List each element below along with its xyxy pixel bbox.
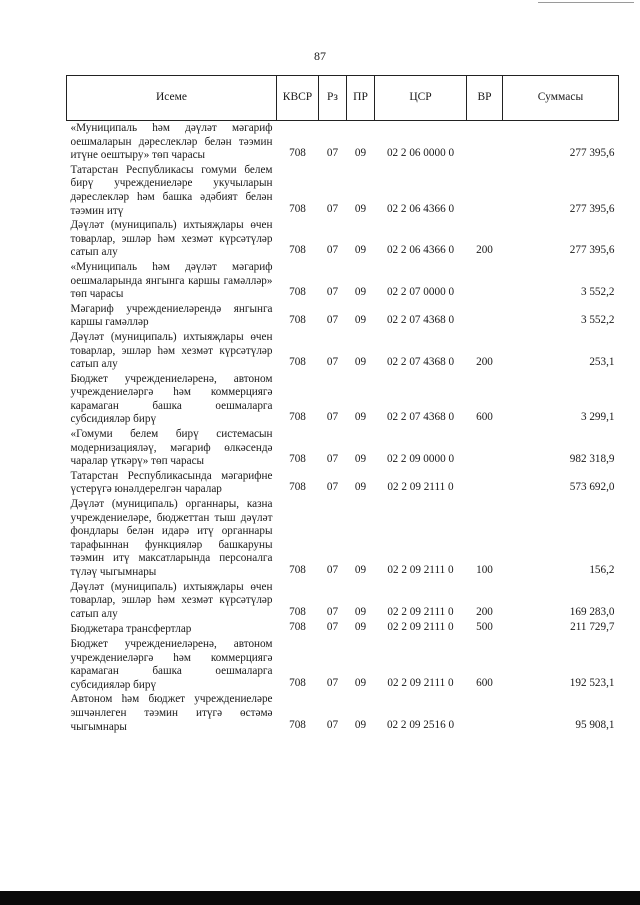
row-pr: 09 [354,202,367,215]
table-row [67,497,619,580]
row-sum: 982 318,9 [569,453,615,466]
row-name: Дәүләт (муниципаль) органнары, казна учреждениеләре, бюджеттан тыш дәүләт фондлары белән идарә итү органнары тарафыннан функцияләр башкаруны тәэмин итү максатларында персоналга түләү чыгымнары [70,498,273,578]
row-sum: 277 395,6 [569,202,615,215]
row-name: «Муниципаль һәм дәүләт мәгариф оешмаларында янгынга каршы гамәлләр» төп чарасы [70,260,273,301]
header-csr: ЦСР [375,76,467,121]
row-csr: 02 2 09 0000 0 [386,453,455,466]
header-sum: Суммасы [503,76,619,121]
row-name: Дәүләт (муниципаль) ихтыяҗлары өчен товарлар, эшләр һәм хезмәт күрсәтүләр сатып алу [70,580,273,620]
table-row [67,330,619,372]
row-sum: 3 299,1 [580,411,615,424]
row-kvsr: 708 [289,411,306,424]
row-name: Мәгариф учреждениеләрендә янгынга каршы гамәлләр [70,302,273,329]
row-csr: 02 2 07 4368 0 [386,314,455,327]
row-vr [467,121,503,163]
row-sum: 95 908,1 [575,718,615,731]
row-rz: 07 [326,244,339,257]
row-vr [467,163,503,218]
row-kvsr: 708 [289,244,306,257]
row-name: Татарстан Республикасында мәгарифне үстерүгә юнәлдерелгән чаралар [70,469,273,496]
row-csr: 02 2 09 2111 0 [387,605,454,618]
row-rz: 07 [326,676,339,689]
row-pr: 09 [354,147,367,160]
table-row [67,218,619,260]
table-body [67,121,619,735]
header-name: Исеме [67,76,277,121]
row-kvsr: 708 [289,676,306,689]
row-csr: 02 2 09 2111 0 [387,564,454,576]
row-name: Татарстан Республикасы гомуми белем бирү учреждениеләре укучыларын дәреслекләр һәм башка әдәбият белән тәэмин итү [70,163,273,217]
row-vr: 500 [476,621,493,634]
budget-table [66,75,619,734]
row-csr: 02 2 07 4368 0 [386,356,455,369]
page-number: 87 [314,49,326,63]
table-row [67,580,619,622]
table-row [67,469,619,497]
row-name: Бюджет учреждениеләренә, автоном учреждениеләргә һәм коммерциягә карамаган башка оешмаларга субсидияләр бирү [70,637,273,691]
table-header [67,76,619,121]
row-rz: 07 [326,314,339,327]
row-csr: 02 2 07 0000 0 [386,286,455,299]
row-vr: 100 [476,564,493,576]
row-vr: 200 [476,605,493,618]
table-row [67,692,619,734]
row-csr: 02 2 06 4366 0 [386,244,455,257]
row-sum: 3 552,2 [580,286,615,299]
row-kvsr: 708 [289,202,306,215]
row-pr: 09 [354,564,367,576]
row-vr: 600 [476,411,493,424]
table-row [67,427,619,469]
row-sum: 211 729,7 [570,621,615,634]
row-kvsr: 708 [289,147,306,160]
row-pr: 09 [354,356,367,369]
row-vr [467,302,503,330]
row-rz: 07 [326,147,339,160]
row-pr: 09 [354,481,367,494]
header-vr: ВР [467,76,503,121]
row-sum: 253,1 [589,356,615,369]
row-kvsr: 708 [289,481,306,494]
row-rz: 07 [326,564,339,576]
row-pr: 09 [354,621,367,634]
row-pr: 09 [354,605,367,618]
row-csr: 02 2 09 2111 0 [387,481,454,494]
row-sum: 3 552,2 [580,314,615,327]
bottom-scan-edge [0,891,640,905]
row-csr: 02 2 09 2111 0 [387,676,454,689]
header-rz: Рз [319,76,347,121]
row-vr: 600 [476,676,493,689]
row-rz: 07 [326,202,339,215]
row-vr: 200 [476,356,493,369]
row-sum: 277 395,6 [569,147,615,160]
table-row [67,372,619,427]
row-pr: 09 [354,676,367,689]
row-rz: 07 [326,621,339,634]
row-kvsr: 708 [289,356,306,369]
row-vr [467,692,503,734]
row-vr [467,260,503,302]
row-kvsr: 708 [289,605,306,618]
row-csr: 02 2 09 2516 0 [386,718,455,731]
header-kvsr: КВСР [277,76,319,121]
row-csr: 02 2 06 0000 0 [386,147,455,160]
row-vr: 200 [476,244,493,257]
row-name: «Гомуми белем бирү системасын модернизацияләү, мәгариф өлкәсендә чаралар үткәрү» төп чарасы [70,428,273,468]
row-name: Бюджетара трансфертлар [70,623,192,636]
table-row [67,637,619,692]
row-kvsr: 708 [289,621,306,634]
row-csr: 02 2 07 4368 0 [386,411,455,424]
table-row [67,260,619,302]
row-name: Автоном һәм бюджет учреждениеләре эшчәнлеген тәэмин итүгә өстәмә чыгымнары [70,693,273,733]
row-vr [467,427,503,469]
row-kvsr: 708 [289,564,306,576]
row-rz: 07 [326,411,339,424]
row-rz: 07 [326,605,339,618]
row-kvsr: 708 [289,453,306,466]
row-csr: 02 2 06 4366 0 [386,202,455,215]
row-pr: 09 [354,286,367,299]
header-pr: ПР [347,76,375,121]
row-pr: 09 [354,411,367,424]
row-rz: 07 [326,356,339,369]
row-rz: 07 [326,453,339,466]
budget-sheet [66,75,618,734]
top-edge-rule [538,2,634,3]
row-pr: 09 [354,314,367,327]
table-row [67,621,619,637]
table-row [67,121,619,163]
row-pr: 09 [354,244,367,257]
row-name: Дәүләт (муниципаль) ихтыяҗлары өчен товарлар, эшләр һәм хезмәт күрсәтүләр сатып алу [70,219,273,259]
row-kvsr: 708 [289,314,306,327]
row-rz: 07 [326,718,339,731]
row-csr: 02 2 09 2111 0 [387,621,454,634]
row-name: Дәүләт (муниципаль) ихтыяҗлары өчен товарлар, эшләр һәм хезмәт күрсәтүләр сатып алу [70,330,273,371]
row-name: «Муниципаль һәм дәүләт мәгариф оешмаларын дәреслекләр белән тәэмин итүне оештыру» төп чарасы [70,122,273,162]
row-rz: 07 [326,481,339,494]
row-name: Бюджет учреждениеләренә, автоном учреждениеләргә һәм коммерциягә карамаган башка оешмаларга субсидияләр бирү [70,372,273,426]
row-sum: 169 283,0 [569,605,615,618]
table-row [67,302,619,330]
row-kvsr: 708 [289,718,306,731]
header-row [67,76,619,121]
row-pr: 09 [354,453,367,466]
row-sum: 192 523,1 [569,676,615,689]
row-sum: 573 692,0 [569,481,615,494]
row-pr: 09 [354,718,367,731]
row-kvsr: 708 [289,286,306,299]
row-vr [467,469,503,497]
row-sum: 156,2 [589,564,615,576]
table-row [67,163,619,218]
row-rz: 07 [326,286,339,299]
row-sum: 277 395,6 [569,244,615,257]
